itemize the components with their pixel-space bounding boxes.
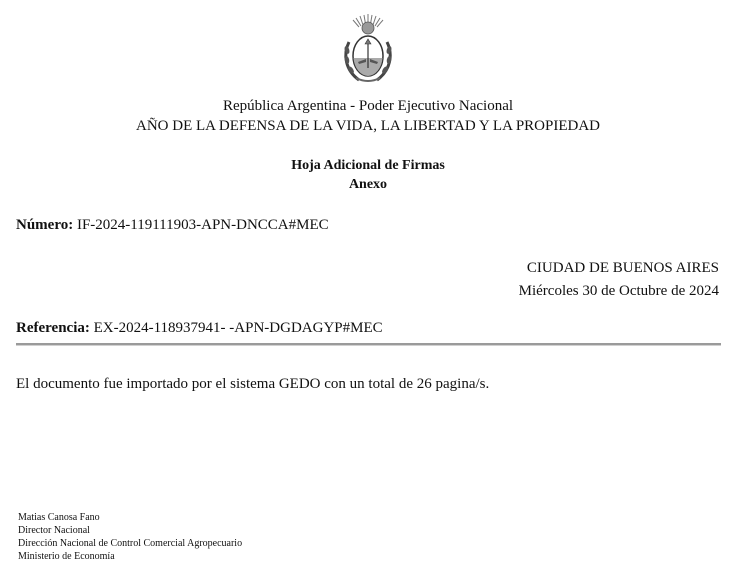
referencia-value: EX-2024-118937941- -APN-DGDAGYP#MEC: [93, 320, 383, 336]
signer-name: Matias Canosa Fano: [18, 512, 100, 523]
header-year-motto: AÑO DE LA DEFENSA DE LA VIDA, LA LIBERTAD Y LA PROPIEDAD: [135, 118, 600, 134]
signer-ministry: Ministerio de Economía: [18, 551, 115, 562]
body-text: El documento fue importado por el sistema GEDO con un total de 26 pagina/s.: [16, 376, 490, 392]
document-subtitle: Anexo: [348, 177, 388, 192]
referencia-field: [16, 319, 383, 337]
argentina-coat-of-arms-icon: [339, 12, 397, 84]
numero-value: IF-2024-119111903-APN-DNCCA#MEC: [76, 217, 329, 233]
signer-department: Dirección Nacional de Control Comercial Agropecuario: [18, 538, 243, 549]
signer-role: Director Nacional: [18, 525, 90, 536]
city: CIUDAD DE BUENOS AIRES: [526, 260, 719, 276]
document-title: Hoja Adicional de Firmas: [291, 158, 445, 173]
header-government-line: República Argentina - Poder Ejecutivo Nacional: [222, 98, 514, 114]
section-divider: [16, 343, 721, 346]
referencia-label: Referencia:: [16, 320, 90, 336]
date: Miércoles 30 de Octubre de 2024: [518, 283, 719, 299]
numero-label: Número:: [16, 217, 74, 233]
numero-field: [16, 216, 329, 234]
